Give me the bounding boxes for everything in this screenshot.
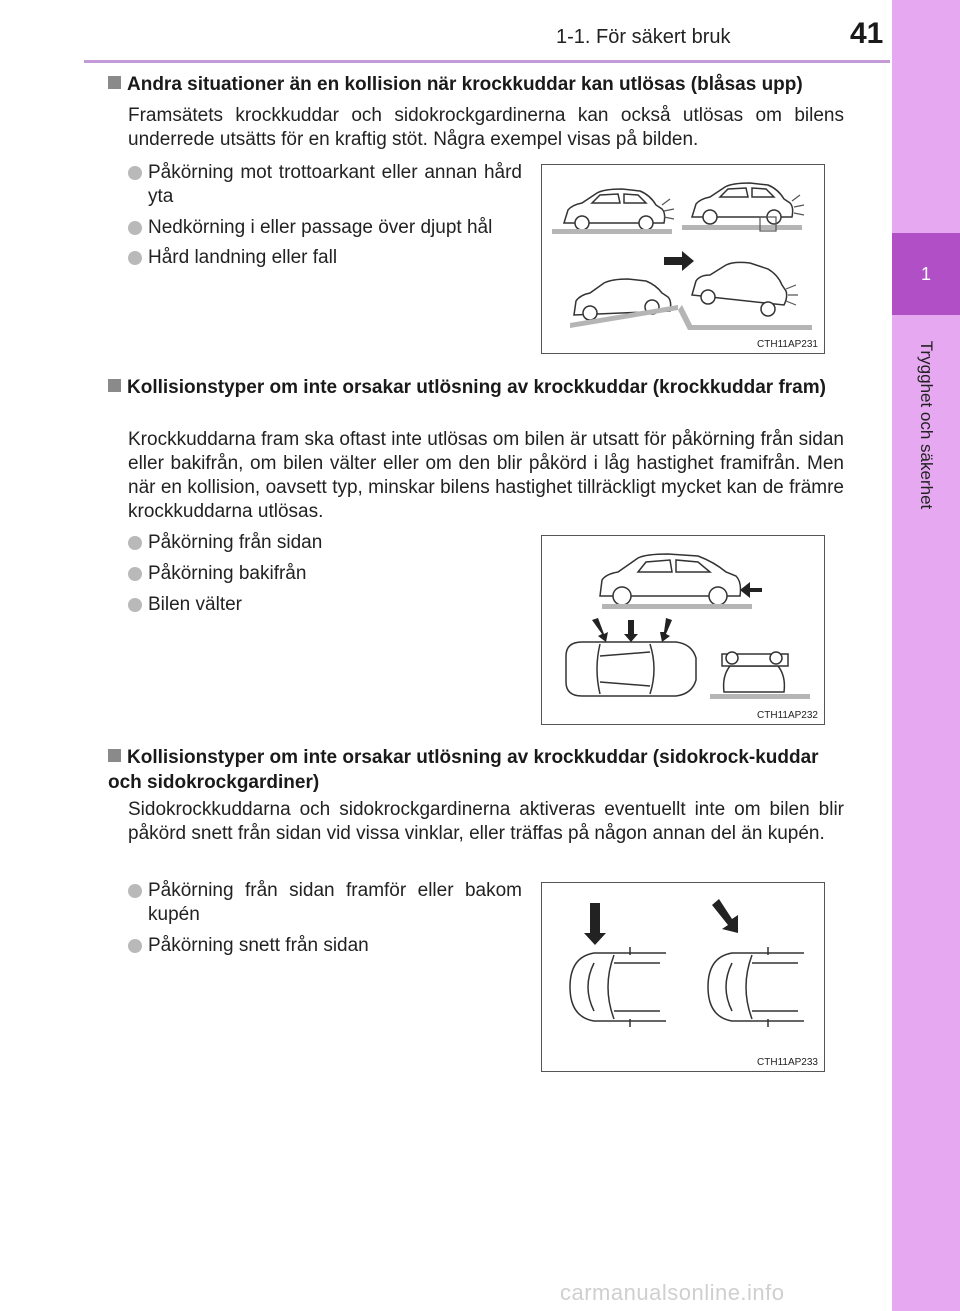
section-body: Krockkuddarna fram ska oftast inte utlösas om bilen är utsatt för påkörning från sidan eller bakifrån, om bilen välter eller om den blir påkörd i låg hastighet framifrån. Men när en kollision, oavsett typ, minskar bilens hastighet tillräckligt mycket kan de främre krockkuddarna utlösas. [128,429,844,522]
figure-code: CTH11AP233 [757,1057,818,1068]
list-item-text: Påkörning från sidan [148,532,323,553]
section-heading-text: Kollisionstyper om inte orsakar utlösning av krockkuddar (krockkuddar fram) [127,377,826,398]
header-divider [84,60,890,63]
bullet-dot-icon [128,221,142,235]
section-body: Sidokrockkuddarna och sidokrockgardinerna aktiveras eventuellt inte om bilen blir påkörd snett från sidan vid vissa vinklar, eller träffas på någon annan del än kupén. [128,799,844,844]
watermark: carmanualsonline.info [560,1280,785,1305]
section-heading [108,72,858,97]
heading-square-icon [108,379,121,392]
heading-square-icon [108,76,121,89]
section-heading [108,745,848,795]
list-item-text: Påkörning från sidan framför eller bakom kupén [148,880,522,925]
list-item [128,562,508,586]
list-item [128,934,522,958]
bullet-dot-icon [128,251,142,265]
section-heading-text: Andra situationer än en kollision när krockkuddar kan utlösas (blåsas upp) [127,74,803,95]
side-tab [892,0,960,1311]
section-heading-text: Kollisionstyper om inte orsakar utlösning av krockkuddar (sidokrock-kuddar och sidokrockgardiner) [108,747,819,793]
list-item-text: Påkörning bakifrån [148,563,307,584]
list-item-text: Påkörning snett från sidan [148,935,369,956]
chapter-tab[interactable]: 1 [892,233,960,315]
car-illustration [542,165,824,353]
figure-code: CTH11AP231 [757,339,818,350]
page-number: 41 [850,17,884,50]
section-heading [108,375,848,400]
bullet-dot-icon [128,884,142,898]
list-item [128,161,522,209]
list-item [128,216,522,240]
list-item [128,531,508,555]
list-item-text: Nedkörning i eller passage över djupt hål [148,217,493,238]
figure-oblique-impact [541,882,825,1072]
bullet-dot-icon [128,939,142,953]
section-body: Framsätets krockkuddar och sidokrockgardinerna kan också utlösas om bilens underrede utsätts för en kraftig stöt. Några exempel visas på bilden. [128,105,844,150]
list-item [128,879,522,927]
list-item [128,593,508,617]
bullet-dot-icon [128,567,142,581]
section-title: 1-1. För säkert bruk [556,26,731,48]
car-illustration [542,536,824,724]
bullet-dot-icon [128,166,142,180]
heading-square-icon [108,749,121,762]
bullet-dot-icon [128,536,142,550]
figure-side-rear-rollover [541,535,825,725]
list-item-text: Bilen välter [148,594,242,615]
list-item [128,246,522,270]
figure-curb-impact [541,164,825,354]
list-item-text: Påkörning mot trottoarkant eller annan hård yta [148,162,522,207]
chapter-title: Trygghet och säkerhet [917,340,936,510]
list-item-text: Hård landning eller fall [148,247,338,268]
figure-code: CTH11AP232 [757,710,818,721]
car-illustration [542,883,824,1071]
bullet-dot-icon [128,598,142,612]
